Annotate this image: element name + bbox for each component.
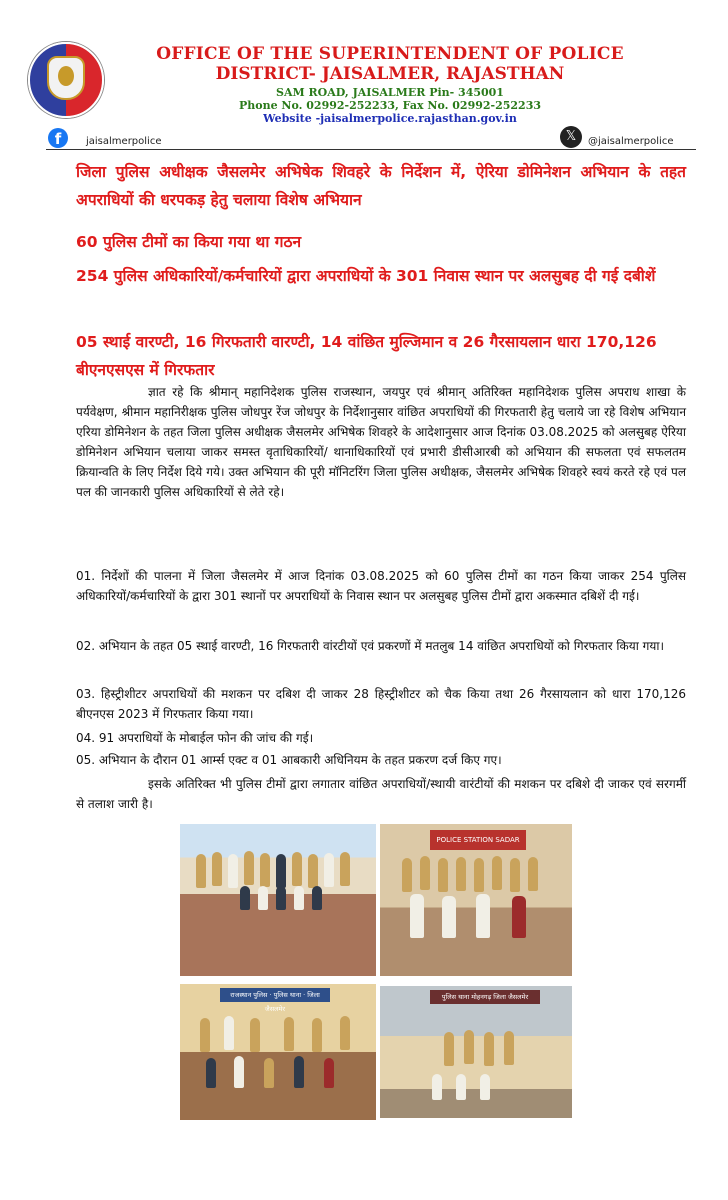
office-title: OFFICE OF THE SUPERINTENDENT OF POLICE bbox=[156, 44, 624, 64]
district-title: DISTRICT- JAISALMER, RAJASTHAN bbox=[215, 64, 565, 84]
emblem-shield-icon bbox=[47, 56, 85, 100]
point-04: 04. 91 अपराधियों के मोबाईल फोन की जांच की गई। bbox=[76, 731, 314, 745]
facebook-handle[interactable]: jaisalmerpolice bbox=[86, 136, 162, 147]
headline-raids: 254 पुलिस अधिकारियों/कर्मचारियों द्वारा अपराधियों के 301 निवास स्थान पर अलसुबह दी गई दबीशें bbox=[76, 267, 656, 285]
office-phone: Phone No. 02992-252233, Fax No. 02992-252233 bbox=[238, 99, 542, 112]
headline-main: जिला पुलिस अधीक्षक जैसलमेर अभिषेक शिवहरे के निर्देशन में, ऐरिया डोमिनेशन अभियान के तहत अपराधियों की धरपकड़ हेतु चलाया विशेष अभियान bbox=[76, 163, 686, 209]
photo-station-banner bbox=[180, 984, 376, 1120]
office-website[interactable]: Website -jaisalmerpolice.rajasthan.gov.in bbox=[263, 112, 517, 125]
headline-arrests: 05 स्थाई वारण्टी, 16 गिरफतारी वारण्टी, 14 वांछित मुल्जिमान व 26 गैरसायलान धारा 170,126 बीएनएसएस में गिरफतार bbox=[76, 333, 657, 379]
station-board: पुलिस थाना मोहनगढ़ जिला जैसलमेर bbox=[430, 990, 540, 1004]
x-handle[interactable]: @jaisalmerpolice bbox=[588, 136, 674, 147]
facebook-icon[interactable]: f bbox=[48, 128, 68, 148]
closing-paragraph: इसके अतिरिक्त भी पुलिस टीमों द्वारा लगातार वांछित अपराधियों/स्थायी वारंटीयों की मशकन पर दबिशे दी जाकर एवं सरगर्मी से तलाश जारी है। bbox=[76, 777, 686, 811]
intro-paragraph: ज्ञात रहे कि श्रीमान् महानिदेशक पुलिस राजस्थान, जयपुर एवं श्रीमान् अतिरिक्त महानिदेशक पुलिस अपराध शाखा के पर्यवेक्षण, श्रीमान महानिरीक्षक पुलिस जोधपुर रेंज जोधपुर के निर्देशानुसार वांछित अपराधियों की गिरफतारी हेतु चलाये जा रहे विशेष अभियान एरिया डोमिनेशन के तहत जिला पुलिस अधीक्षक जैसलमेर अभिषेक शिवहरे के आदेशानुसार आज दिनांक 03.08.2025 को अलसुबह ऐरिया डोमिनेशन अभियान चलाया जाकर समस्त वृताधिकारियों/ थानाधिकारियों एवं प्रभारी डीसीआरबी को अभियान की सफलता एवं सफलतम क्रियान्वति के लिए निर्देश दिये गये। उक्त अभियान की पूरी मॉनिटरिंग जिला पुलिस अधीक्षक, जैसलमेर अभिषेक शिवहरे स्वयं करते रहे एवं पल पल की जानकारी पुलिस अधिकारियों से लेते रहे। bbox=[76, 385, 686, 499]
point-03: 03. हिस्ट्रीशीटर अपराधियों की मशकन पर दबिश दी जाकर 28 हिस्ट्रीशीटर को चैक किया तथा 26 गैरसायलान को धारा 170,126 बीएनएस 2023 में गिरफतार किया गया। bbox=[76, 687, 686, 721]
photo-team-courtyard bbox=[180, 824, 376, 976]
headline-teams: 60 पुलिस टीमों का किया गया था गठन bbox=[76, 233, 302, 251]
point-05: 05. अभियान के दौरान 01 आर्म्स एक्ट व 01 आबकारी अधिनियम के तहत प्रकरण दर्ज किए गए। bbox=[76, 753, 502, 767]
photo-mohangarh-station bbox=[380, 986, 572, 1118]
station-banner: राजस्थान पुलिस · पुलिस थाना · जिला जैसलमेर bbox=[220, 988, 330, 1002]
photo-sadar-station bbox=[380, 824, 572, 976]
x-twitter-icon[interactable]: 𝕏 bbox=[560, 126, 582, 148]
police-emblem-logo bbox=[28, 42, 104, 118]
photo-collage bbox=[180, 824, 572, 1120]
point-01: 01. निर्देशों की पालना में जिला जैसलमेर में आज दिनांक 03.08.2025 को 60 पुलिस टीमों का गठन किया जाकर 254 पुलिस अधिकारियों/कर्मचारियों के द्वारा 301 स्थानों पर अपराधियों के निवास स्थान पर अलसुबह पुलिस टीमों द्वारा अकस्मात दबिशें दी गई। bbox=[76, 569, 686, 603]
point-02: 02. अभियान के तहत 05 स्थाई वारण्टी, 16 गिरफतारी वांरटीयों एवं प्रकरणों में मतलुब 14 वांछित अपराधियों को गिरफतार किया गया। bbox=[76, 639, 665, 653]
office-address: SAM ROAD, JAISALMER Pin- 345001 bbox=[276, 86, 504, 99]
header-divider bbox=[46, 149, 696, 150]
station-sign: POLICE STATION SADAR bbox=[430, 830, 526, 850]
